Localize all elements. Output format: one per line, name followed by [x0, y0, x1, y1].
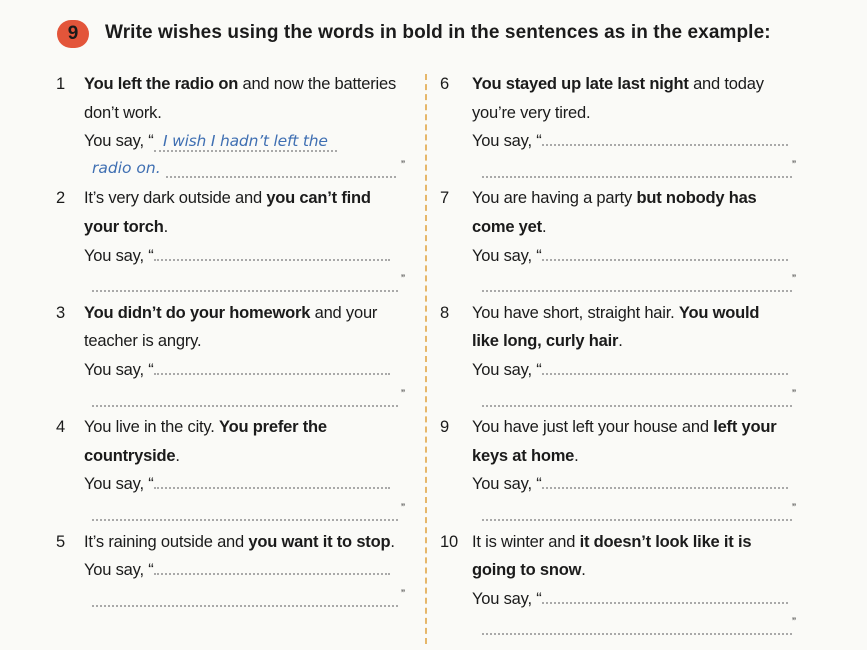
right-column	[440, 70, 812, 642]
closing-quote: ”	[401, 386, 405, 401]
bold-phrase: keys at home	[472, 446, 575, 465]
item-number: 3	[56, 303, 65, 322]
answer-blank[interactable]	[154, 245, 390, 261]
item-sentence-line	[440, 327, 812, 356]
sentence-text: It’s raining outside and	[84, 532, 249, 551]
you-say-label: You say, “	[84, 360, 154, 379]
answer-blank-cont[interactable]	[482, 276, 792, 292]
item-number: 7	[440, 189, 449, 208]
you-say-label: You say, “	[472, 132, 542, 151]
exercise-item	[56, 70, 416, 184]
answer-continuation-line	[56, 385, 416, 414]
item-sentence-line	[56, 70, 416, 99]
item-sentence-line	[56, 442, 416, 471]
you-say-label: You say, “	[84, 132, 154, 151]
item-number: 10	[440, 532, 458, 551]
closing-quote: ”	[401, 272, 405, 287]
bold-phrase: come yet	[472, 217, 542, 236]
closing-quote: ”	[401, 157, 405, 172]
sentence-text: .	[390, 532, 395, 551]
you-say-label: You say, “	[472, 475, 542, 494]
answer-blank[interactable]	[542, 588, 788, 604]
sentence-text: you’re very tired.	[472, 103, 591, 122]
answer-blank[interactable]	[542, 473, 788, 489]
sentence-text: You have short, straight hair.	[472, 303, 679, 322]
closing-quote: ”	[792, 500, 796, 515]
exercise-item	[56, 413, 416, 527]
bold-phrase: your torch	[84, 217, 164, 236]
bold-phrase: you want it to stop	[248, 532, 391, 551]
answer-continuation-line	[440, 385, 812, 414]
answer-blank[interactable]	[154, 473, 390, 489]
handwritten-answer[interactable]: I wish I hadn’t left the	[153, 132, 338, 151]
answer-blank[interactable]	[154, 359, 390, 375]
you-say-line	[440, 585, 812, 614]
sentence-text: You live in the city.	[84, 418, 220, 437]
you-say-label: You say, “	[472, 589, 542, 608]
exercise-instruction: Write wishes using the words in bold in the sentences as in the example:	[105, 22, 771, 43]
answer-continuation-line	[56, 499, 416, 528]
bold-phrase: it doesn’t look like it is	[579, 532, 752, 551]
answer-continuation-line	[440, 499, 812, 528]
exercise-item	[440, 413, 812, 527]
answer-blank-cont[interactable]	[92, 276, 398, 292]
answer-blank-cont[interactable]	[92, 505, 398, 521]
you-say-line	[56, 556, 416, 585]
sentence-text: .	[574, 446, 579, 465]
item-sentence-line	[440, 99, 812, 128]
handwritten-answer-cont[interactable]: radio on.	[92, 158, 161, 177]
closing-quote: ”	[792, 386, 796, 401]
bold-phrase: going to snow	[472, 561, 582, 580]
bold-phrase: you can’t find	[266, 189, 371, 208]
you-say-line	[440, 470, 812, 499]
item-sentence-line	[440, 528, 812, 557]
item-sentence-line	[56, 99, 416, 128]
you-say-label: You say, “	[84, 475, 154, 494]
answer-continuation-line	[56, 270, 416, 299]
sentence-text: don’t work.	[84, 103, 162, 122]
column-divider	[425, 74, 427, 644]
sentence-text: and now the batteries	[238, 75, 397, 93]
item-sentence-line	[56, 213, 416, 242]
answer-blank-cont[interactable]	[92, 391, 398, 407]
sentence-text: You have just left your house and	[472, 418, 714, 437]
you-say-label: You say, “	[472, 360, 542, 379]
sentence-text: You are having a party	[472, 189, 637, 208]
closing-quote: ”	[792, 615, 796, 630]
item-sentence-line	[56, 299, 416, 328]
exercise-item	[440, 184, 812, 298]
you-say-line	[56, 242, 416, 271]
item-sentence-line	[56, 184, 416, 213]
you-say-line	[56, 356, 416, 385]
exercise-item	[440, 528, 812, 642]
you-say-label: You say, “	[84, 561, 154, 580]
you-say-line	[56, 127, 416, 156]
bold-phrase: You stayed up late last night	[472, 75, 689, 93]
sentence-text: teacher is angry.	[84, 332, 202, 351]
item-number: 1	[56, 75, 65, 93]
answer-blank[interactable]	[542, 245, 788, 261]
bold-phrase: You left the radio on	[84, 75, 239, 93]
you-say-line	[56, 470, 416, 499]
closing-quote: ”	[792, 272, 796, 287]
exercise-number-badge: 9	[57, 20, 89, 48]
bold-phrase: You prefer the	[219, 418, 327, 437]
item-sentence-line	[440, 70, 812, 99]
answer-blank[interactable]	[542, 130, 788, 146]
item-number: 6	[440, 75, 449, 93]
sentence-text: .	[581, 561, 586, 580]
sentence-text: .	[618, 332, 623, 351]
sentence-text: .	[163, 217, 168, 236]
exercise-item	[440, 299, 812, 413]
you-say-line	[440, 356, 812, 385]
exercise-item	[56, 299, 416, 413]
you-say-line	[440, 127, 812, 156]
answer-continuation-line	[56, 585, 416, 614]
answer-blank-cont[interactable]	[482, 391, 792, 407]
item-sentence-line	[56, 327, 416, 356]
answer-continuation-line	[440, 270, 812, 299]
item-number: 4	[56, 418, 65, 437]
bold-phrase: like long, curly hair	[472, 332, 619, 351]
you-say-label: You say, “	[84, 246, 154, 265]
answer-blank-cont[interactable]	[166, 162, 396, 178]
bold-phrase: countryside	[84, 446, 176, 465]
sentence-text: It is winter and	[472, 532, 580, 551]
closing-quote: ”	[792, 157, 796, 172]
item-number: 8	[440, 303, 449, 322]
item-sentence-line	[440, 213, 812, 242]
item-sentence-line	[56, 413, 416, 442]
sentence-text: .	[541, 217, 547, 236]
exercise-item	[440, 70, 812, 184]
bold-phrase: You didn’t do your homework	[84, 303, 311, 322]
sentence-text: and your	[310, 303, 378, 322]
you-say-label: You say, “	[472, 246, 542, 265]
item-sentence-line	[440, 413, 812, 442]
answer-blank-cont[interactable]	[482, 162, 792, 178]
answer-continuation-line	[56, 156, 416, 185]
answer-blank-cont[interactable]	[92, 591, 398, 607]
exercise-item	[56, 184, 416, 298]
item-number: 5	[56, 532, 65, 551]
item-number: 2	[56, 189, 65, 208]
item-number: 9	[440, 418, 449, 437]
answer-blank-cont[interactable]	[482, 505, 792, 521]
exercise-header	[57, 17, 847, 53]
answer-blank-cont[interactable]	[482, 619, 792, 635]
left-column	[56, 70, 416, 613]
answer-continuation-line	[440, 613, 812, 642]
bold-phrase: but nobody has	[636, 189, 757, 208]
answer-blank[interactable]	[542, 359, 788, 375]
item-sentence-line	[440, 184, 812, 213]
item-sentence-line	[440, 442, 812, 471]
item-sentence-line	[440, 299, 812, 328]
bold-phrase: You would	[678, 303, 760, 322]
sentence-text: .	[175, 446, 180, 465]
answer-blank[interactable]	[154, 559, 390, 575]
sentence-text: It’s very dark outside and	[84, 189, 267, 208]
exercise-item	[56, 528, 416, 614]
sentence-text: and today	[688, 75, 764, 93]
answer-continuation-line	[440, 156, 812, 185]
bold-phrase: left your	[713, 418, 777, 437]
you-say-line	[440, 242, 812, 271]
item-sentence-line	[440, 556, 812, 585]
closing-quote: ”	[401, 586, 405, 601]
closing-quote: ”	[401, 500, 405, 515]
item-sentence-line	[56, 528, 416, 557]
